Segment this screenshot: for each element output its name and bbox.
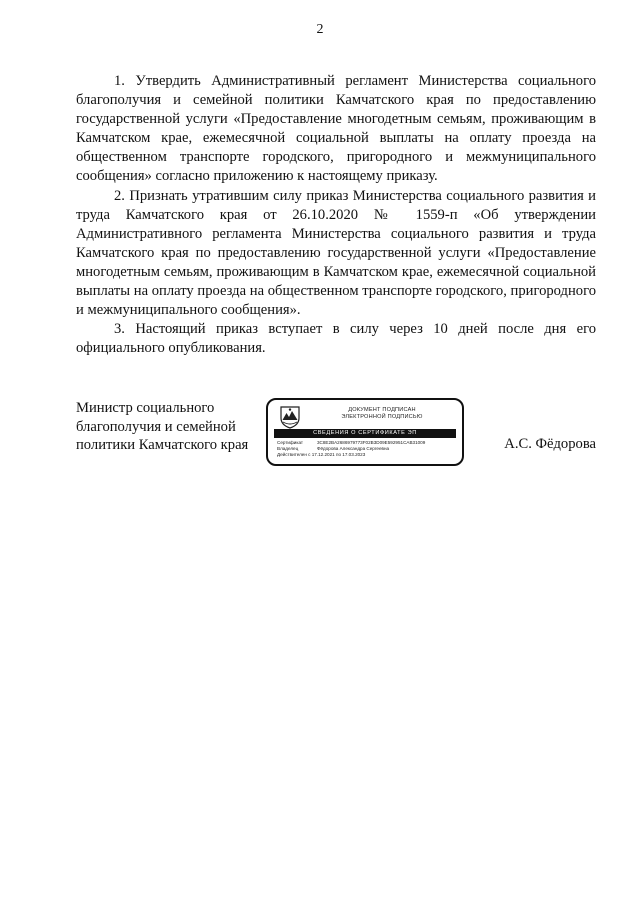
paragraph-3: 3. Настоящий приказ вступает в силу через 10 дней после дня его официального опубликования. (76, 321, 596, 357)
electronic-signature-stamp (266, 398, 464, 466)
signer-position-line: политики Камчатского края (76, 437, 249, 453)
signer-name: А.С. Фёдорова (504, 436, 596, 452)
stamp-row-key: Действителен с 17.12.2021 по 17.03.2023 (277, 452, 366, 458)
stamp-row-validity (277, 452, 456, 458)
stamp-certificate-header: СВЕДЕНИЯ О СЕРТИФИКАТЕ ЭП (274, 429, 456, 438)
signer-position (76, 399, 266, 455)
stamp-certificate-details (277, 440, 456, 459)
signer-position-line: благополучия и семейной (76, 418, 236, 435)
signer-position-line: Министр социального (76, 400, 215, 416)
signature-block (76, 398, 596, 470)
page-number: 2 (316, 22, 324, 37)
paragraph-1: 1. Утвердить Административный регламент Министерства социального благополучия и семейной политики Камчатского края по предоставлению государственной услуги «Предоставление многодетным семьям, проживающим в Камчатском крае, ежемесячной социальной выплаты на оплату проезда на общественном транспорте городского, пригородного и межмуниципального сообщения» согласно приложению к настоящему приказу. (76, 73, 596, 185)
stamp-title-line: ЭЛЕКТРОННОЙ ПОДПИСЬЮ (341, 414, 423, 420)
stamp-title (308, 407, 456, 421)
coat-of-arms-icon (279, 405, 301, 429)
stamp-row-value: Фёдорова Александра Сергеевна (317, 446, 390, 452)
paragraph-2: 2. Признать утратившим силу приказ Министерства социального развития и труда Камчатского края от 26.10.2020 № 1559-п «Об утверждении Административного регламента Министерства социального развития и труда Камчатского края по предоставлению государственной услуги «Предоставление многодетным семьям, проживающим в Камчатском крае, ежемесячной социальной выплаты на оплату проезда на общественном транспорте городского, пригородного и межмуниципального сообщения». (76, 187, 596, 319)
stamp-title-line: ДОКУМЕНТ ПОДПИСАН (348, 407, 416, 413)
document-body (76, 72, 596, 358)
stamp-row-key: Владелец (277, 446, 299, 452)
stamp-row-value: 3C8E2BA2686979773F02B3D09E592951CAB31009 (317, 440, 426, 445)
stamp-row-key: Сертификат (277, 440, 304, 445)
